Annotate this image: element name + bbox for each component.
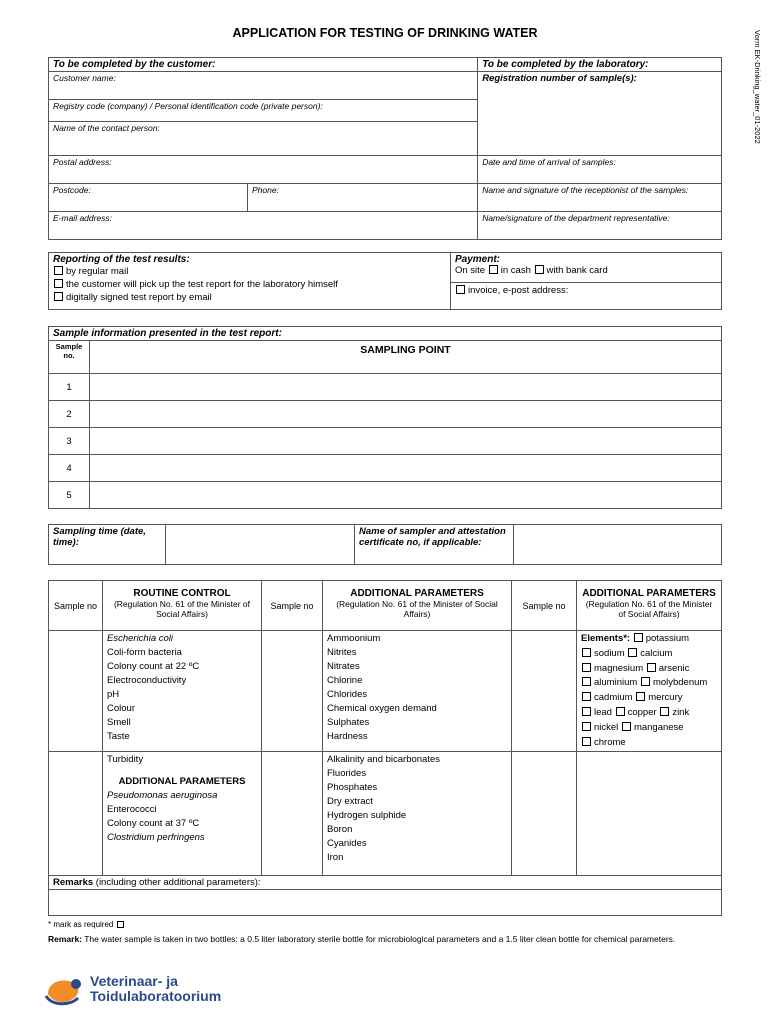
reporting-section — [49, 253, 451, 310]
page-title: APPLICATION FOR TESTING OF DRINKING WATER — [232, 26, 538, 40]
sample-no-input[interactable] — [49, 752, 103, 876]
invoice-checkbox[interactable] — [456, 285, 465, 294]
sampling-point-field[interactable] — [90, 401, 722, 428]
sample-row: 4 — [49, 455, 722, 482]
postal-address-field[interactable]: Postal address: — [49, 156, 478, 184]
routine-items: Escherichia coli Coli-form bacteria Colony count at 22 ºC Electroconductivity pH Colour Smell Taste — [103, 631, 262, 752]
checkbox[interactable] — [582, 737, 591, 746]
logo-text: Veterinaar- ja Toidulaboratoorium — [90, 973, 222, 1004]
sampling-time-table — [48, 524, 722, 565]
sample-no-input[interactable] — [49, 631, 103, 752]
cash-checkbox[interactable] — [489, 265, 498, 274]
checkbox[interactable] — [628, 648, 637, 657]
sampler-label: Name of sampler and attestation certificate no, if applicable: — [355, 525, 514, 565]
registration-number-field[interactable]: Registration number of sample(s): — [478, 72, 722, 156]
checkbox-sample-icon — [117, 921, 124, 928]
checkbox[interactable] — [582, 692, 591, 701]
form-code: Vorm EK-Drinking_water_01-2022 — [753, 30, 762, 144]
routine-control-header: ROUTINE CONTROL (Regulation No. 61 of the Minister of Social Affairs) — [103, 581, 262, 631]
department-rep-field[interactable]: Name/signature of the department representative: — [478, 212, 722, 240]
postcode-field[interactable]: Postcode: — [49, 184, 248, 212]
checkbox[interactable] — [616, 707, 625, 716]
additional-items-b: Alkalinity and bicarbonates Fluorides Phosphates Dry extract Hydrogen sulphide Boron Cyanides Iron — [323, 752, 512, 876]
reporting-option-pickup[interactable]: the customer will pick up the test report for the laboratory himself — [53, 279, 446, 290]
sample-info-heading: Sample information presented in the test report: — [49, 327, 722, 341]
checkbox[interactable] — [54, 266, 63, 275]
sampling-time-label: Sampling time (date, time): — [49, 525, 166, 565]
sample-info-table — [48, 326, 722, 509]
payment-on-site: On site — [455, 265, 486, 276]
sampler-field[interactable] — [514, 525, 722, 565]
cash-label: in cash — [500, 265, 531, 276]
logo-mark-icon — [44, 972, 88, 1010]
sampling-point-field[interactable] — [90, 374, 722, 401]
sample-no-input[interactable] — [262, 752, 323, 876]
checkbox[interactable] — [54, 292, 63, 301]
customer-heading: To be completed by the customer: — [49, 58, 478, 72]
email-field[interactable]: E-mail address: — [49, 212, 478, 240]
reporting-heading: Reporting of the test results: — [53, 254, 190, 265]
checkbox[interactable] — [582, 707, 591, 716]
remark-note: Remark: The water sample is taken in two bottles: a 0.5 liter laboratory sterile bottle for microbiological parameters and a 1.5 liter clean bottle for chemical parameters. — [48, 934, 676, 944]
sampling-point-header: SAMPLING POINT — [90, 341, 722, 374]
additional-items-a: Ammoonium Nitrites Nitrates Chlorine Chlorides Chemical oxygen demand Sulphates Hardness — [323, 631, 512, 752]
sample-no-col-2: Sample no — [262, 581, 323, 631]
sample-row: 2 — [49, 401, 722, 428]
invoice-option[interactable]: invoice, e-post address: — [451, 283, 721, 298]
checkbox[interactable] — [54, 279, 63, 288]
sample-no-header: Sample no. — [49, 341, 90, 374]
sample-row: 1 — [49, 374, 722, 401]
payment-heading: Payment: — [455, 254, 501, 265]
checkbox[interactable] — [641, 677, 650, 686]
routine-extra-items: Turbidity ADDITIONAL PARAMETERS Pseudomonas aeruginosa Enterococci Colony count at 37 ºC Clostridium perfringens — [103, 752, 262, 876]
phone-field[interactable]: Phone: — [248, 184, 478, 212]
bank-card-checkbox[interactable] — [535, 265, 544, 274]
payment-section — [451, 253, 722, 310]
receptionist-field[interactable]: Name and signature of the receptionist of the samples: — [478, 184, 722, 212]
sample-row: 3 — [49, 428, 722, 455]
sampling-point-field[interactable] — [90, 428, 722, 455]
empty-cell — [577, 752, 722, 876]
lab-logo — [44, 972, 254, 1010]
parameters-table — [48, 580, 722, 916]
sample-no-input[interactable] — [512, 752, 577, 876]
remarks-label: Remarks (including other additional parameters): — [49, 876, 722, 890]
sampling-point-field[interactable] — [90, 455, 722, 482]
sample-row: 5 — [49, 482, 722, 509]
checkbox[interactable] — [582, 677, 591, 686]
checkbox[interactable] — [582, 648, 591, 657]
sample-no-input[interactable] — [262, 631, 323, 752]
checkbox[interactable] — [636, 692, 645, 701]
registry-code-field[interactable]: Registry code (company) / Personal identification code (private person): — [49, 100, 478, 122]
sample-no-input[interactable] — [512, 631, 577, 752]
reporting-option-email[interactable]: digitally signed test report by email — [53, 292, 446, 303]
bank-card-label: with bank card — [546, 265, 608, 276]
checkbox[interactable] — [582, 722, 591, 731]
lab-heading: To be completed by the laboratory: — [478, 58, 722, 72]
checkbox[interactable] — [622, 722, 631, 731]
reporting-payment-table — [48, 252, 722, 310]
arrival-time-field[interactable]: Date and time of arrival of samples: — [478, 156, 722, 184]
elements-list: Elements*: potassium sodium calcium magnesium arsenic aluminium molybdenum cadmium mercury lead copper zink nickel manganese chrome — [577, 631, 722, 752]
checkbox[interactable] — [647, 663, 656, 672]
remarks-field[interactable] — [49, 890, 722, 916]
additional-parameters-header-3: ADDITIONAL PARAMETERS (Regulation No. 61 of the Minister of Social Affairs) — [577, 581, 722, 631]
sampling-time-field[interactable] — [166, 525, 355, 565]
reporting-option-mail[interactable]: by regular mail — [53, 266, 446, 277]
sampling-point-field[interactable] — [90, 482, 722, 509]
mark-note: * mark as required — [48, 920, 127, 929]
checkbox[interactable] — [582, 663, 591, 672]
sample-no-col-3: Sample no — [512, 581, 577, 631]
contact-person-field[interactable]: Name of the contact person: — [49, 122, 478, 156]
checkbox[interactable] — [634, 633, 643, 642]
customer-name-field[interactable]: Customer name: — [49, 72, 478, 100]
sample-no-col-1: Sample no — [49, 581, 103, 631]
checkbox[interactable] — [660, 707, 669, 716]
customer-lab-table — [48, 57, 722, 240]
additional-parameters-header: ADDITIONAL PARAMETERS (Regulation No. 61 of the Minister of Social Affairs) — [323, 581, 512, 631]
